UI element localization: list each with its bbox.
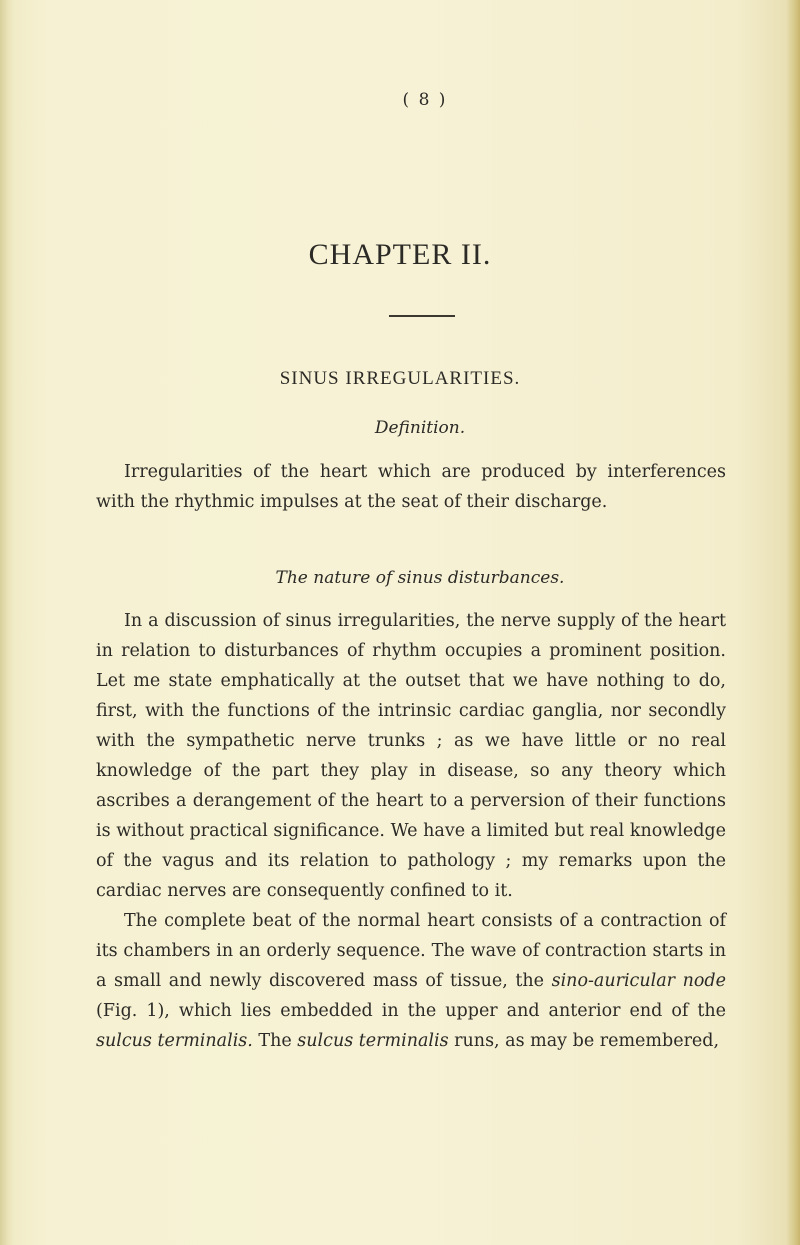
- section-title: SINUS IRREGULARITIES.: [279, 368, 521, 389]
- subheading-definition: Definition.: [374, 418, 466, 438]
- term-sulcus-terminalis: sulcus terminalis.: [96, 1031, 253, 1051]
- paragraph-definition: Irregularities of the heart which are produced by interferences with the rhythmic impulses at the seat of their discharge.: [96, 462, 726, 512]
- page-right-edge: [786, 0, 800, 1245]
- term-sulcus-terminalis-2: sulcus terminalis: [297, 1031, 449, 1051]
- beat-text-3: The: [252, 1031, 298, 1051]
- beat-text-2: (Fig. 1), which lies embedded in the upper and anterior end of the: [96, 1001, 726, 1021]
- beat-text-4: runs, as may be remembered,: [448, 1031, 720, 1051]
- chapter-title: CHAPTER II.: [308, 238, 492, 271]
- beat-text-1: The complete beat of the normal heart consists of a contraction of its chambers in an orderly sequence. The wave of contraction starts in a small and newly discovered mass of tissue, the: [96, 911, 726, 991]
- term-sino-auricular-node: sino-auricular node: [551, 971, 726, 991]
- page-left-edge: [0, 0, 14, 1245]
- paragraph-complete-beat: [96, 906, 726, 1056]
- title-divider: [389, 315, 455, 317]
- paragraph-nature: In a discussion of sinus irregularities, the nerve supply of the heart in relation to disturbances of rhythm occupies a prominent position. Let me state emphatically at the outset that we have nothing to do, first, with the functions of the intrinsic cardiac ganglia, nor secondly with the sympathetic nerve trunks ; as we have little or no real knowledge of the part they play in disease, so any theory which ascribes a derangement of the heart to a perversion of their functions is without practical significance. We have a limited but real knowledge of the vagus and its relation to pathology ; my remarks upon the cardiac nerves are consequently confined to it.: [96, 611, 726, 901]
- page-number: ( 8 ): [402, 90, 448, 110]
- subheading-nature: The nature of sinus disturbances.: [275, 568, 565, 588]
